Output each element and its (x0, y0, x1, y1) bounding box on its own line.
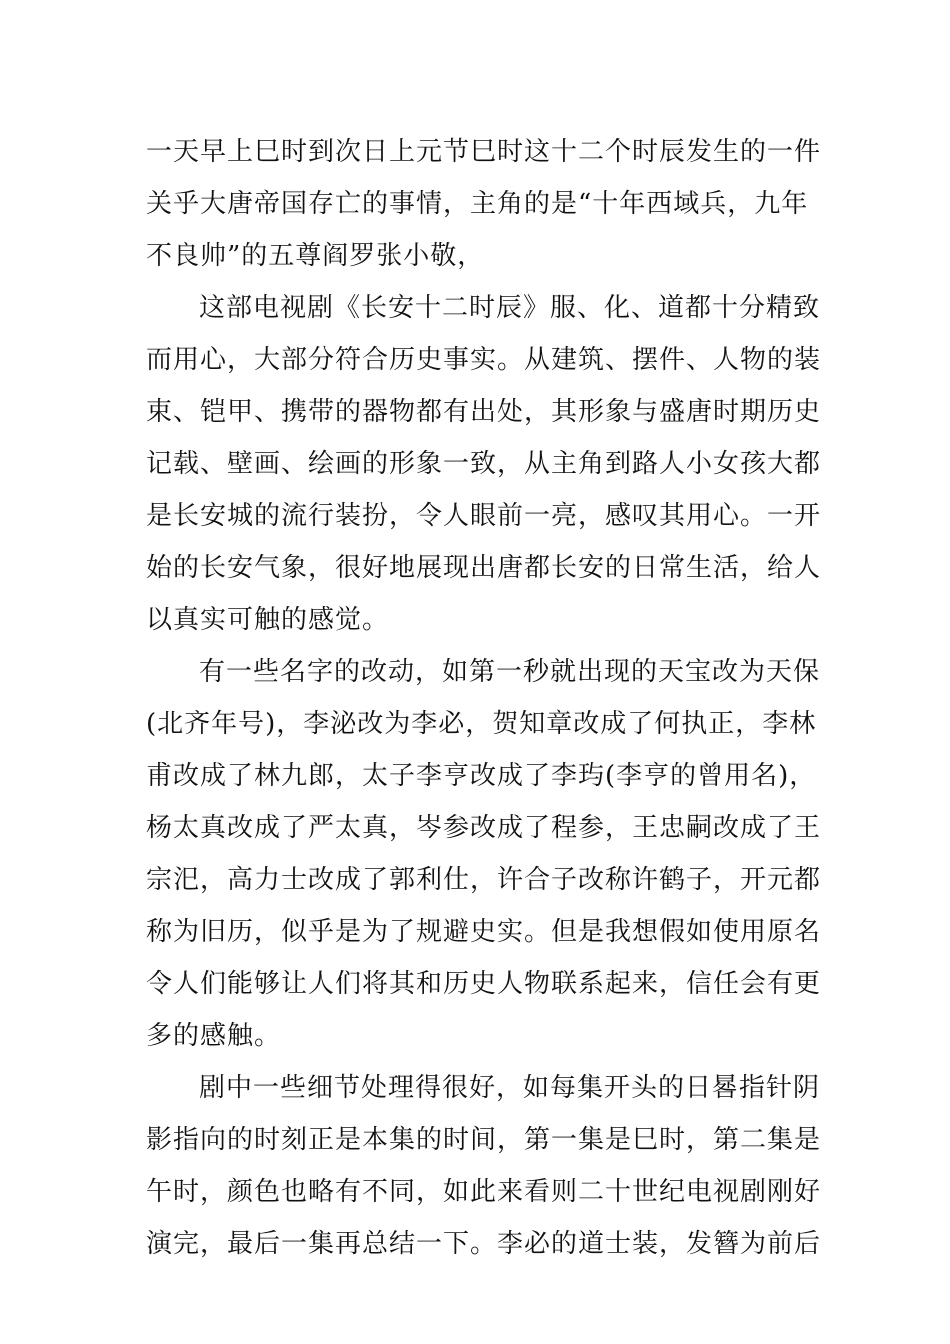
text-line: 束、铠甲、携带的器物都有出处，其形象与盛唐时期历史 (146, 397, 822, 427)
text-line: 午时，颜色也略有不同，如此来看则二十世纪电视剧刚好 (146, 1177, 822, 1207)
text-line: 始的长安气象，很好地展现出唐都长安的日常生活，给人 (146, 553, 822, 583)
text-line: 是长安城的流行装扮，令人眼前一亮，感叹其用心。一开 (146, 501, 822, 531)
text-line: 这部电视剧《长安十二时辰》服、化、道都十分精致 (199, 293, 821, 323)
paragraph-3 (146, 646, 822, 1062)
text-line: 杨太真改成了严太真，岑参改成了程参，王忠嗣改成了王 (146, 813, 822, 843)
text-line: 记载、壁画、绘画的形象一致，从主角到路人小女孩大都 (146, 449, 822, 479)
text-line: 称为旧历，似乎是为了规避史实。但是我想假如使用原名 (146, 917, 822, 947)
text-line: 以真实可触的感觉。 (146, 605, 390, 635)
text-line: 不良帅”的五尊阎罗张小敬， (146, 241, 485, 271)
text-line: (北齐年号)，李泌改为李必，贺知章改成了何执正，李林 (146, 709, 817, 739)
text-line: 一天早上巳时到次日上元节巳时这十二个时辰发生的一件 (146, 137, 822, 167)
paragraph-4 (146, 1062, 822, 1270)
text-line: 多的感触。 (146, 1021, 282, 1051)
text-line: 有一些名字的改动，如第一秒就出现的天宝改为天保 (199, 657, 821, 687)
text-line: 宗汜，高力士改成了郭利仕，许合子改称许鹤子，开元都 (146, 865, 822, 895)
text-line: 而用心，大部分符合历史事实。从建筑、摆件、人物的装 (146, 345, 822, 375)
text-line: 演完，最后一集再总结一下。李必的道士装，发簪为前后 (146, 1229, 822, 1259)
text-line: 令人们能够让人们将其和历史人物联系起来，信任会有更 (146, 969, 822, 999)
text-line: 剧中一些细节处理得很好，如每集开头的日晷指针阴 (199, 1073, 821, 1103)
text-line: 关乎大唐帝国存亡的事情，主角的是“十年西域兵，九年 (146, 189, 809, 219)
body-text (146, 126, 822, 1270)
text-line: 甫改成了林九郎，太子李亨改成了李玙(李亨的曾用名)， (146, 761, 817, 791)
paragraph-2 (146, 282, 822, 646)
paragraph-1 (146, 126, 822, 282)
text-line: 影指向的时刻正是本集的时间，第一集是巳时，第二集是 (146, 1125, 822, 1155)
